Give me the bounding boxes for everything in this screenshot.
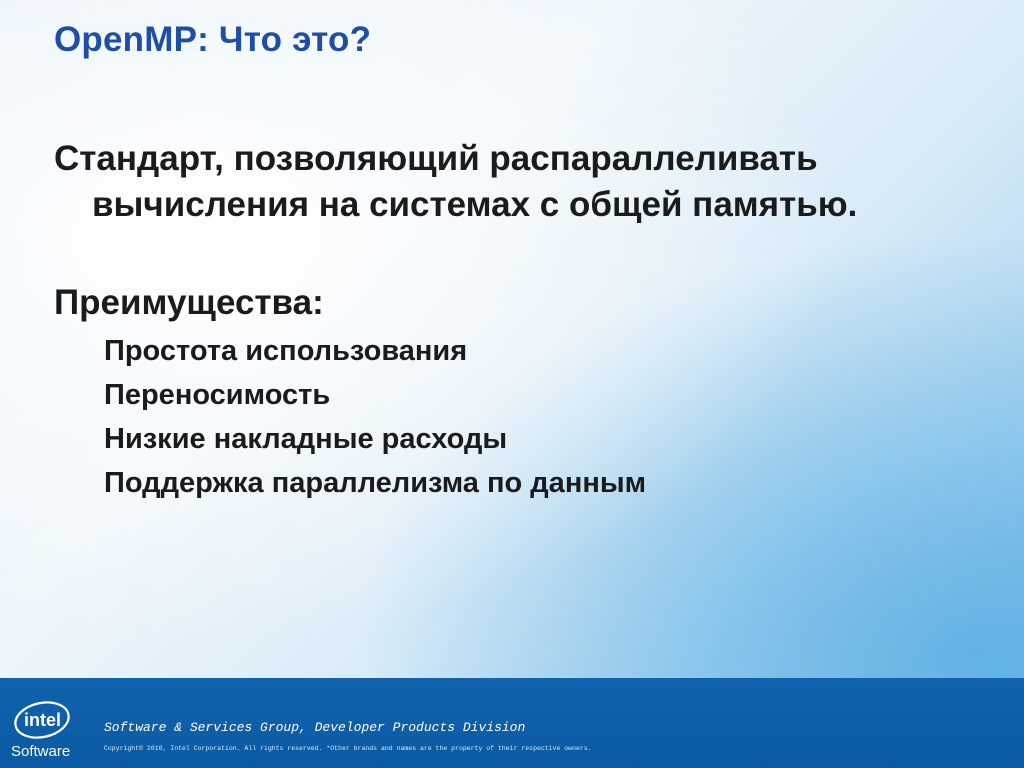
advantage-item: Простота использования (104, 335, 468, 367)
footer-copyright: Copyright© 2010, Intel Corporation. All rights reserved. *Other brands and names are the property of their respective owners. (104, 745, 592, 752)
footer-group-text: Software & Services Group, Developer Products Division (104, 720, 526, 735)
intel-software-logo (8, 696, 86, 762)
advantages-list (104, 332, 646, 508)
definition-line-1: Стандарт, позволяющий распараллеливать (54, 139, 818, 178)
advantage-item: Низкие накладные расходы (104, 423, 508, 455)
advantages-heading: Преимущества: (54, 283, 324, 322)
advantage-item: Переносимость (104, 379, 331, 411)
definition-text (18, 136, 958, 228)
slide-title: OpenMP: Что это? (54, 20, 372, 59)
advantage-item: Поддержка параллелизма по данным (104, 467, 647, 499)
logo-sub-text: Software (11, 743, 71, 760)
definition-line-2: вычисления на системах с общей памятью. (92, 185, 858, 224)
logo-brand-text: intel (24, 710, 62, 730)
footer-bar (0, 678, 1024, 768)
